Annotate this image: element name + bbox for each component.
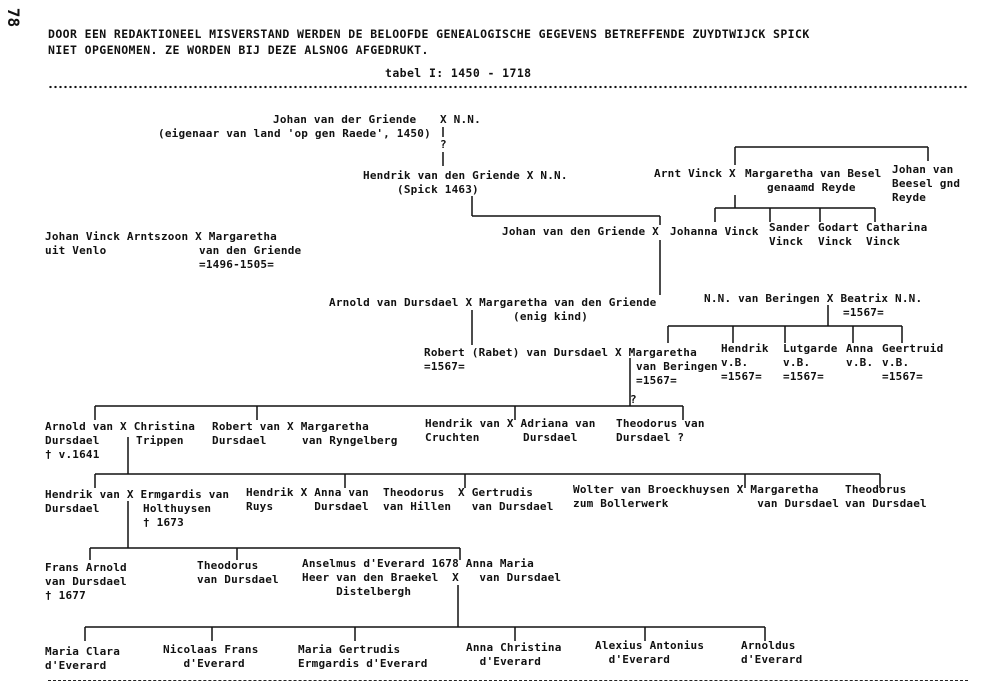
person-hendrik-ruys: Hendrik X Anna van Ruys Dursdael [246,486,369,513]
person-theodorus-4: Theodorus van Dursdael [197,559,279,586]
person-margaretha-griende: van den Griende [199,244,302,257]
person-anselmus: Anselmus d'Everard 1678 Anna Maria Heer van den Braekel X van Dursdael Distelbergh [302,557,562,598]
person-theodorus-d: Theodorus van Dursdael [845,483,927,510]
person-hendrik-3: Hendrik van X Ermgardis van [45,488,230,501]
page-number: 78 [4,7,24,28]
child-maria-clara: Maria Clara d'Everard [45,645,121,672]
note-van-beringen: van Beringen [636,360,718,373]
child-anna-christina: Anna Christina d'Everard [466,641,562,668]
child-nicolaas: Nicolaas Frans d'Everard [163,643,259,670]
note-venlo: uit Venlo [45,244,107,257]
person-frans-arnold: Frans Arnold van Dursdael † 1677 [45,561,127,602]
person-wolter: Wolter van Broeckhuysen X Margaretha zum Bollerwerk van Dursdael [573,483,840,510]
person-johan-besel-2: Beesel gnd [892,177,961,190]
person-theodorus-hillen: Theodorus X Gertrudis van Hillen van Dursdael [383,486,554,513]
death-ermgardis: † 1673 [143,516,184,529]
header-line-2: NIET OPGENOMEN. ZE WORDEN BIJ DEZE ALSNOG AFGEDRUKT. [48,43,429,57]
note-reyde: genaamd Reyde [767,181,856,194]
child-arnoldus: Arnoldus d'Everard [741,639,803,666]
person-johan-besel-1: Johan van [892,163,954,176]
child-maria-gertrudis: Maria Gertrudis Ermgardis d'Everard [298,643,428,670]
person-johan-den-griende: Johan van den Griende X [502,225,659,238]
person-catharina-1: Catharina [866,221,928,234]
date-robert: =1567= [424,360,465,373]
person-johan-griende: Johan van der Griende [273,113,417,126]
person-margaretha-ryngelberg: van Ryngelberg [302,434,398,447]
uncertain-mark-2: ? [630,393,637,406]
person-geertruid-vb: Geertruid v.B. =1567= [882,342,944,383]
date-beatrix: =1567= [843,306,884,319]
person-theodorus-q: Theodorus van Dursdael ? [616,417,705,444]
note-enig-kind: (enig kind) [513,310,589,323]
person-christina-trippen: Trippen [136,434,184,447]
person-catharina-2: Vinck [866,235,901,248]
person-godart-1: Godart [818,221,859,234]
child-alexius: Alexius Antonius d'Everard [595,639,705,666]
date-margaretha-beringen: =1567= [636,374,677,387]
person-hendrik-vb: Hendrik v.B. =1567= [721,342,769,383]
person-robert-2: Robert van X Margaretha [212,420,369,433]
date-1496: =1496-1505= [199,258,275,271]
person-arnt-vinck: Arnt Vinck X [654,167,736,180]
person-lutgarde-vb: Lutgarde v.B. =1567= [783,342,838,383]
person-johanna-vinck: Johanna Vinck [670,225,759,238]
person-robert-2b: Dursdael [212,434,267,447]
person-hendrik-3b: Dursdael [45,502,100,515]
person-arnold-2: Arnold van X Christina [45,420,196,433]
person-arnold-2b: Dursdael [45,434,100,447]
person-anna-vb: Anna v.B. [846,342,874,369]
person-arnold-dursdael: Arnold van Dursdael X Margaretha van den Griende [329,296,657,309]
person-margaretha-besel: Margaretha van Besel [745,167,882,180]
person-hendrik-cruchten: Hendrik van X Adriana van [425,417,596,430]
dashed-divider-bottom [48,680,968,683]
person-cruchten-b: Cruchten [425,431,480,444]
spouse-nn: X N.N. [440,113,481,126]
person-ermgardis-holthuysen: Holthuysen [143,502,212,515]
person-johan-besel-3: Reyde [892,191,927,204]
person-sander-2: Vinck [769,235,804,248]
person-hendrik-griende: Hendrik van den Griende X N.N. [363,169,568,182]
person-godart-2: Vinck [818,235,853,248]
person-johan-vinck: Johan Vinck Arntszoon X Margaretha [45,230,277,243]
death-arnold-2: † v.1641 [45,448,100,461]
person-nn-beringen: N.N. van Beringen X Beatrix N.N. [704,292,923,305]
uncertain-mark: ? [440,138,447,151]
note-spick: (Spick 1463) [397,183,479,196]
person-sander-1: Sander [769,221,810,234]
person-robert-rabet: Robert (Rabet) van Dursdael X Margaretha [424,346,697,359]
note-eigenaar: (eigenaar van land 'op gen Raede', 1450) [158,127,431,140]
table-title: tabel I: 1450 - 1718 [385,66,532,80]
person-adriana-b: Dursdael [523,431,578,444]
header-line-1: DOOR EEN REDAKTIONEEL MISVERSTAND WERDEN DE BELOOFDE GENEALOGISCHE GEGEVENS BETREFFENDE ZUYDTWIJCK SPICK [48,27,810,41]
